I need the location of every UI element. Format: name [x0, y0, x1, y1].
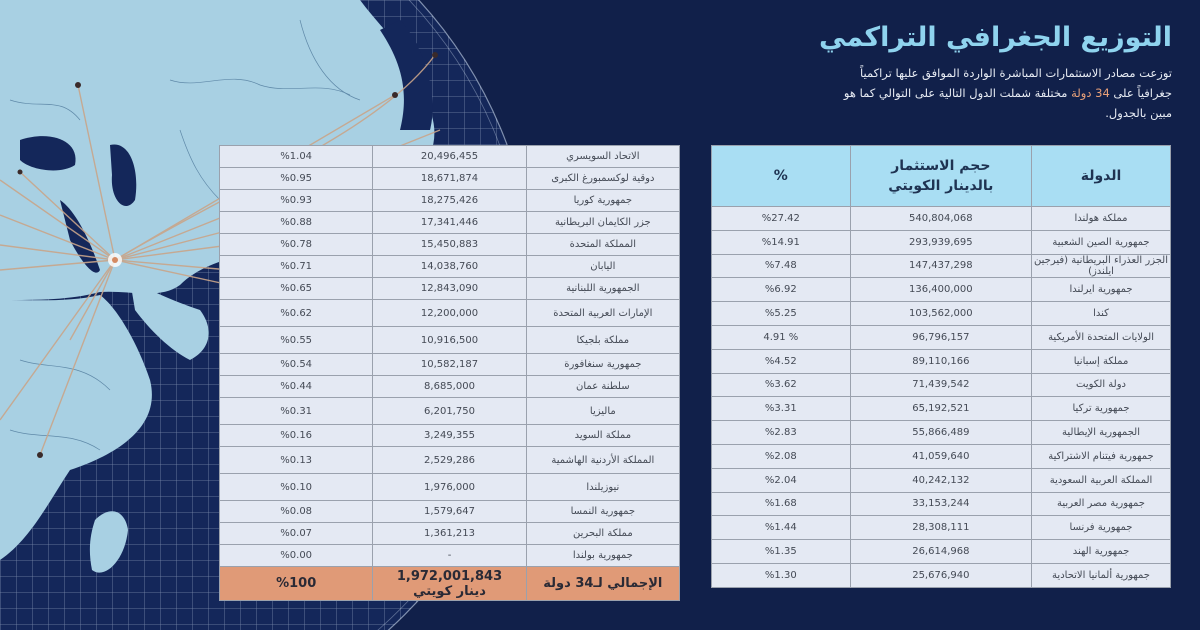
- country-cell: المملكة العربية السعودية: [1032, 468, 1171, 492]
- percent-cell: %0.55: [220, 327, 373, 354]
- country-cell: الإمارات العربية المتحدة: [526, 300, 679, 327]
- table-row: [220, 300, 680, 327]
- table-row: [220, 398, 680, 425]
- table-row: [220, 545, 680, 567]
- amount-cell: 20,496,455: [373, 146, 526, 168]
- country-cell: جمهورية ايرلندا: [1032, 278, 1171, 302]
- percent-cell: %0.65: [220, 278, 373, 300]
- percent-cell: %0.16: [220, 425, 373, 447]
- country-cell: جزر الكايمان البريطانية: [526, 212, 679, 234]
- country-cell: ماليزيا: [526, 398, 679, 425]
- percent-cell: %0.07: [220, 523, 373, 545]
- table-row: [712, 254, 1171, 278]
- table-row: [220, 327, 680, 354]
- table-row: [712, 397, 1171, 421]
- country-cell: دوقية لوكسمبورغ الكبرى: [526, 168, 679, 190]
- percent-cell: %1.35: [712, 540, 851, 564]
- percent-cell: % 4.91: [712, 325, 851, 349]
- investment-table-part-1: [711, 145, 1171, 588]
- percent-cell: %5.25: [712, 302, 851, 326]
- amount-cell: 147,437,298: [850, 254, 1031, 278]
- table-row: [712, 540, 1171, 564]
- amount-cell: 10,582,187: [373, 354, 526, 376]
- table-row: [712, 563, 1171, 587]
- table-row: [712, 207, 1171, 231]
- amount-cell: 8,685,000: [373, 376, 526, 398]
- country-cell: جمهورية النمسا: [526, 501, 679, 523]
- total-amount: 1,972,001,843: [396, 568, 503, 584]
- amount-cell: 96,796,157: [850, 325, 1031, 349]
- percent-cell: %4.52: [712, 349, 851, 373]
- table-row: [712, 516, 1171, 540]
- country-cell: الاتحاد السويسري: [526, 146, 679, 168]
- country-cell: مملكة السويد: [526, 425, 679, 447]
- percent-cell: %27.42: [712, 207, 851, 231]
- percent-cell: %0.78: [220, 234, 373, 256]
- total-currency: دينار كويتي: [413, 583, 486, 599]
- table-row: [712, 421, 1171, 445]
- percent-cell: %6.92: [712, 278, 851, 302]
- country-cell: جمهورية فيتنام الاشتراكية: [1032, 444, 1171, 468]
- table-row: [712, 325, 1171, 349]
- country-cell: جمهورية الصين الشعبية: [1032, 230, 1171, 254]
- country-cell: الولايات المتحدة الأمريكية: [1032, 325, 1171, 349]
- amount-cell: 2,529,286: [373, 447, 526, 474]
- amount-cell: 1,579,647: [373, 501, 526, 523]
- total-percent: %100: [220, 567, 373, 601]
- amount-cell: 15,450,883: [373, 234, 526, 256]
- amount-cell: 65,192,521: [850, 397, 1031, 421]
- amount-cell: 33,153,244: [850, 492, 1031, 516]
- intro-text-before: توزعت مصادر الاستثمارات المباشرة الواردة الموافق عليها تراكمياً جغرافياً على: [859, 66, 1172, 100]
- amount-cell: 89,110,166: [850, 349, 1031, 373]
- table-row: [712, 444, 1171, 468]
- amount-cell: 25,676,940: [850, 563, 1031, 587]
- country-cell: جمهورية تركيا: [1032, 397, 1171, 421]
- table-row: [712, 349, 1171, 373]
- amount-cell: 26,614,968: [850, 540, 1031, 564]
- percent-cell: %14.91: [712, 230, 851, 254]
- amount-cell: -: [373, 545, 526, 567]
- amount-cell: 6,201,750: [373, 398, 526, 425]
- country-cell: دولة الكويت: [1032, 373, 1171, 397]
- percent-cell: %1.68: [712, 492, 851, 516]
- country-cell: الجمهورية اللبنانية: [526, 278, 679, 300]
- table-body: [220, 146, 680, 567]
- country-cell: مملكة بلجيكا: [526, 327, 679, 354]
- table-row: [712, 302, 1171, 326]
- percent-cell: %0.08: [220, 501, 373, 523]
- intro-paragraph: [832, 63, 1172, 123]
- percent-cell: %0.00: [220, 545, 373, 567]
- country-cell: جمهورية بولندا: [526, 545, 679, 567]
- amount-cell: 12,200,000: [373, 300, 526, 327]
- country-cell: المملكة المتحدة: [526, 234, 679, 256]
- table-row: [220, 146, 680, 168]
- amount-cell: 1,361,213: [373, 523, 526, 545]
- amount-cell: 136,400,000: [850, 278, 1031, 302]
- header-country: الدولة: [1032, 146, 1171, 207]
- country-cell: سلطنة عمان: [526, 376, 679, 398]
- amount-cell: 10,916,500: [373, 327, 526, 354]
- investment-table-part-2: [219, 145, 680, 601]
- table-row: [712, 492, 1171, 516]
- amount-cell: 41,059,640: [850, 444, 1031, 468]
- table-row: [220, 278, 680, 300]
- country-cell: جمهورية فرنسا: [1032, 516, 1171, 540]
- percent-cell: %1.30: [712, 563, 851, 587]
- amount-cell: 14,038,760: [373, 256, 526, 278]
- country-count-highlight: 34 دولة: [1071, 86, 1110, 100]
- amount-cell: 103,562,000: [850, 302, 1031, 326]
- country-cell: جمهورية ألمانيا الاتحادية: [1032, 563, 1171, 587]
- percent-cell: %0.71: [220, 256, 373, 278]
- percent-cell: %3.62: [712, 373, 851, 397]
- amount-cell: 18,275,426: [373, 190, 526, 212]
- table-row: [220, 376, 680, 398]
- country-cell: نيوزيلندا: [526, 474, 679, 501]
- percent-cell: %2.04: [712, 468, 851, 492]
- total-amount-cell: [373, 567, 526, 601]
- table-row: [220, 212, 680, 234]
- table-row: [220, 354, 680, 376]
- country-cell: كندا: [1032, 302, 1171, 326]
- page-title: التوزيع الجغرافي التراكمي: [819, 22, 1172, 53]
- percent-cell: %0.44: [220, 376, 373, 398]
- table-row: [220, 474, 680, 501]
- total-row: [220, 567, 680, 601]
- table-row: [220, 256, 680, 278]
- amount-cell: 12,843,090: [373, 278, 526, 300]
- amount-cell: 28,308,111: [850, 516, 1031, 540]
- intro-text-after: مختلفة شملت الدول التالية على التوالي كما هو مبين بالجدول.: [843, 86, 1172, 120]
- amount-cell: 540,804,068: [850, 207, 1031, 231]
- country-cell: جمهورية مصر العربية: [1032, 492, 1171, 516]
- percent-cell: %3.31: [712, 397, 851, 421]
- country-cell: جمهورية الهند: [1032, 540, 1171, 564]
- percent-cell: %1.04: [220, 146, 373, 168]
- percent-cell: %0.95: [220, 168, 373, 190]
- amount-cell: 1,976,000: [373, 474, 526, 501]
- header-percent: %: [712, 146, 851, 207]
- amount-cell: 293,939,695: [850, 230, 1031, 254]
- country-cell: جمهورية كوريا: [526, 190, 679, 212]
- country-cell: الجزر العذراء البريطانية (فيرجين ايلندز): [1032, 254, 1171, 278]
- percent-cell: %2.08: [712, 444, 851, 468]
- table-row: [712, 278, 1171, 302]
- percent-cell: %0.31: [220, 398, 373, 425]
- table-row: [220, 234, 680, 256]
- table-row: [220, 190, 680, 212]
- country-cell: المملكة الأردنية الهاشمية: [526, 447, 679, 474]
- country-cell: جمهورية سنغافورة: [526, 354, 679, 376]
- country-cell: اليابان: [526, 256, 679, 278]
- country-cell: مملكة هولندا: [1032, 207, 1171, 231]
- percent-cell: %7.48: [712, 254, 851, 278]
- table-body: [712, 207, 1171, 588]
- percent-cell: %1.44: [712, 516, 851, 540]
- table-row: [220, 168, 680, 190]
- table-row: [220, 501, 680, 523]
- amount-cell: 3,249,355: [373, 425, 526, 447]
- percent-cell: %0.54: [220, 354, 373, 376]
- percent-cell: %0.62: [220, 300, 373, 327]
- total-label: الإجمالي لـ34 دولة: [526, 567, 679, 601]
- table-row: [220, 425, 680, 447]
- table-row: [220, 447, 680, 474]
- percent-cell: %2.83: [712, 421, 851, 445]
- percent-cell: %0.13: [220, 447, 373, 474]
- table-header-row: [712, 146, 1171, 207]
- table-row: [220, 523, 680, 545]
- country-cell: الجمهورية الإيطالية: [1032, 421, 1171, 445]
- amount-cell: 71,439,542: [850, 373, 1031, 397]
- amount-cell: 40,242,132: [850, 468, 1031, 492]
- amount-cell: 17,341,446: [373, 212, 526, 234]
- header-amount: حجم الاستثمار بالدينار الكويتي: [850, 146, 1031, 207]
- country-cell: مملكة إسبانيا: [1032, 349, 1171, 373]
- amount-cell: 55,866,489: [850, 421, 1031, 445]
- percent-cell: %0.88: [220, 212, 373, 234]
- amount-cell: 18,671,874: [373, 168, 526, 190]
- table-row: [712, 373, 1171, 397]
- table-row: [712, 230, 1171, 254]
- table-row: [712, 468, 1171, 492]
- percent-cell: %0.93: [220, 190, 373, 212]
- percent-cell: %0.10: [220, 474, 373, 501]
- country-cell: مملكة البحرين: [526, 523, 679, 545]
